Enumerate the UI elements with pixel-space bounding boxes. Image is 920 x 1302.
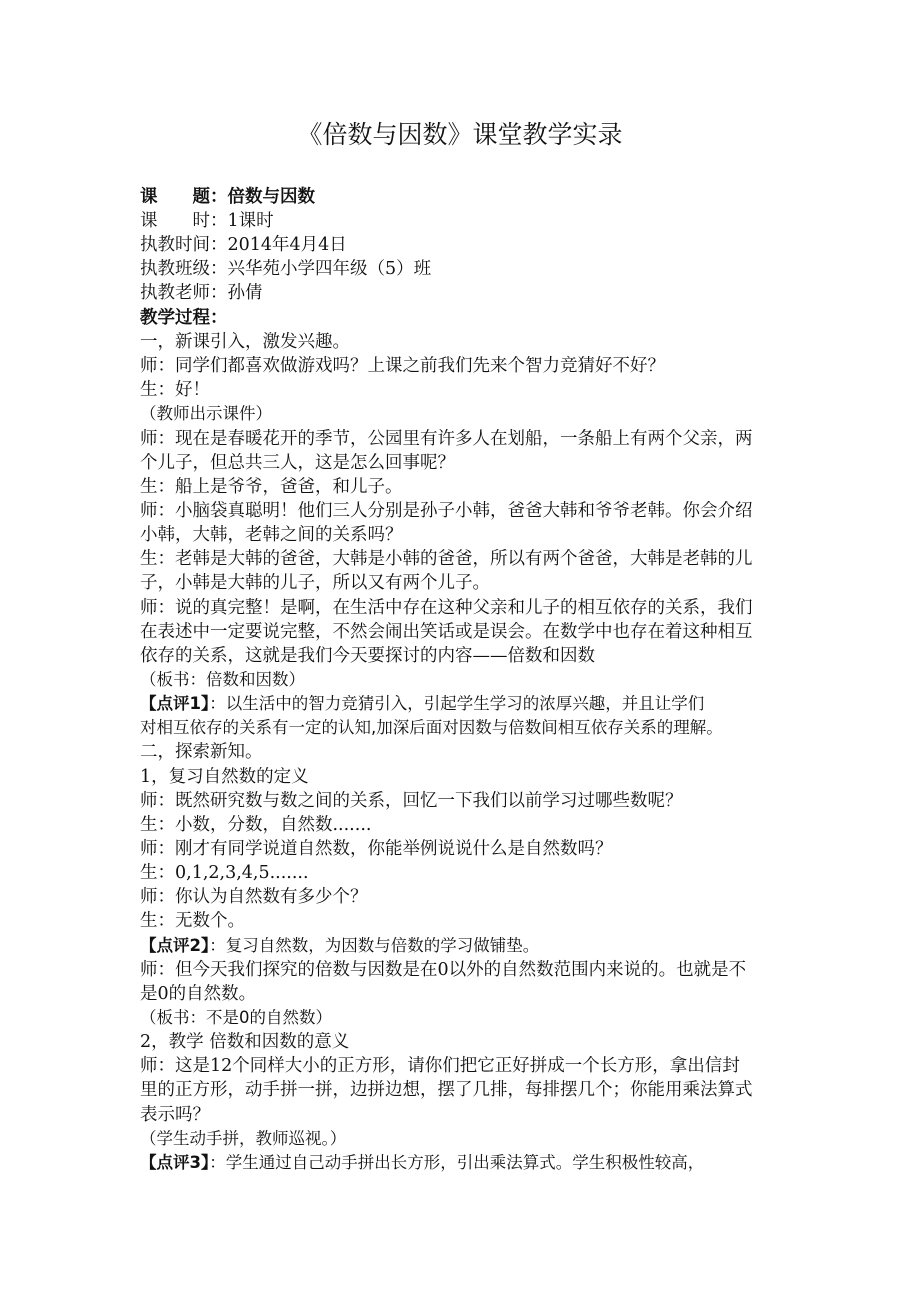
body-line: 师：说的真完整！是啊，在生活中存在这种父亲和儿子的相互依存的关系，我们 — [140, 598, 753, 618]
comment-3-text: ：学生通过自己动手拼出长方形，引出乘法算式。学生积极性较高， — [209, 1153, 705, 1172]
comment-1 — [140, 692, 800, 716]
comment-1-head: 【点评1】 — [140, 694, 210, 713]
info-process: 教学过程： — [140, 308, 228, 328]
body-line: 1，复习自然数的定义 — [140, 767, 309, 787]
body-line: 生：老韩是大韩的爸爸，大韩是小韩的爸爸，所以有两个爸爸，大韩是老韩的儿 — [140, 549, 753, 569]
body-line: 师：刚才有同学说道自然数，你能举例说说什么是自然数吗？ — [140, 839, 613, 859]
comment-3 — [140, 1151, 800, 1175]
body-line: 一，新课引入，激发兴趣。 — [140, 332, 350, 352]
body-line: 在表述中一定要说完整，不然会闹出笑话或是误会。在数学中也存在着这种相互 — [140, 622, 753, 642]
comment-2-text: ：复习自然数，为因数与倍数的学习做铺垫。 — [209, 936, 540, 955]
info-topic — [140, 185, 800, 209]
body-line: 子，小韩是大韩的儿子，所以又有两个儿子。 — [140, 573, 490, 593]
body-line: 师：但今天我们探究的倍数与因数是在0以外的自然数范围内来说的。也就是不 — [140, 960, 747, 980]
topic-value: 倍数与因数 — [227, 187, 315, 207]
comment-1-cont: 对相互依存的关系有一定的认知,加深后面对因数与倍数间相互依存关系的理解。 — [140, 718, 723, 737]
comment-2-head: 【点评2】 — [140, 936, 210, 955]
comment-3-head: 【点评3】 — [140, 1153, 210, 1172]
comment-1-text: ：以生活中的智力竞猜引入，引起学生学习的浓厚兴趣，并且让学们 — [209, 694, 705, 713]
document-title: 《倍数与因数》课堂教学实录 — [297, 120, 623, 149]
body-line: 师：现在是春暖花开的季节，公园里有许多人在划船，一条船上有两个父亲，两 — [140, 429, 753, 449]
body-line: 师：你认为自然数有多少个？ — [140, 887, 368, 907]
body-line: 二，探索新知。 — [140, 742, 263, 762]
body-line: （学生动手拼，教师巡视。） — [140, 1129, 347, 1148]
body-line: （板书：不是0的自然数） — [140, 1008, 332, 1027]
body-line: （教师出示课件） — [140, 404, 272, 423]
body-line: （板书：倍数和因数） — [140, 670, 305, 689]
body-line: 生：0,1,2,3,4,5....... — [140, 863, 309, 883]
body-line: 生：好！ — [140, 380, 210, 400]
body-line: 生：船上是爷爷，爸爸，和儿子。 — [140, 477, 403, 497]
comment-2 — [140, 934, 800, 958]
body-line: 师：小脑袋真聪明！他们三人分别是孙子小韩，爸爸大韩和爷爷老韩。你会介绍 — [140, 501, 753, 521]
info-class: 执教班级：兴华苑小学四年级（5）班 — [140, 259, 432, 279]
body-line: 师：这是12个同样大小的正方形，请你们把它正好拼成一个长方形，拿出信封 — [140, 1056, 740, 1076]
info-date: 执教时间：2014年4月4日 — [140, 235, 347, 255]
body-line: 师：同学们都喜欢做游戏吗？上课之前我们先来个智力竞猜好不好？ — [140, 356, 665, 376]
body-line: 是0的自然数。 — [140, 984, 257, 1004]
body-line: 生：无数个。 — [140, 911, 245, 931]
info-teacher: 执教老师：孙倩 — [140, 283, 263, 303]
body-line: 里的正方形，动手拼一拼，边拼边想，摆了几排，每排摆几个；你能用乘法算式 — [140, 1080, 753, 1100]
body-line: 生：小数，分数，自然数....... — [140, 815, 372, 835]
body-line: 师：既然研究数与数之间的关系，回忆一下我们以前学习过哪些数呢？ — [140, 791, 683, 811]
body-line: 2，教学 倍数和因数的意义 — [140, 1032, 350, 1052]
body-line: 个儿子，但总共三人，这是怎么回事呢？ — [140, 453, 455, 473]
info-hours: 课 时：1课时 — [140, 211, 274, 231]
body-line: 依存的关系，这就是我们今天要探讨的内容——倍数和因数 — [140, 646, 595, 666]
body-line: 表示吗？ — [140, 1105, 210, 1125]
topic-label: 课 题： — [140, 187, 228, 207]
body-line: 小韩，大韩，老韩之间的关系吗？ — [140, 525, 403, 545]
